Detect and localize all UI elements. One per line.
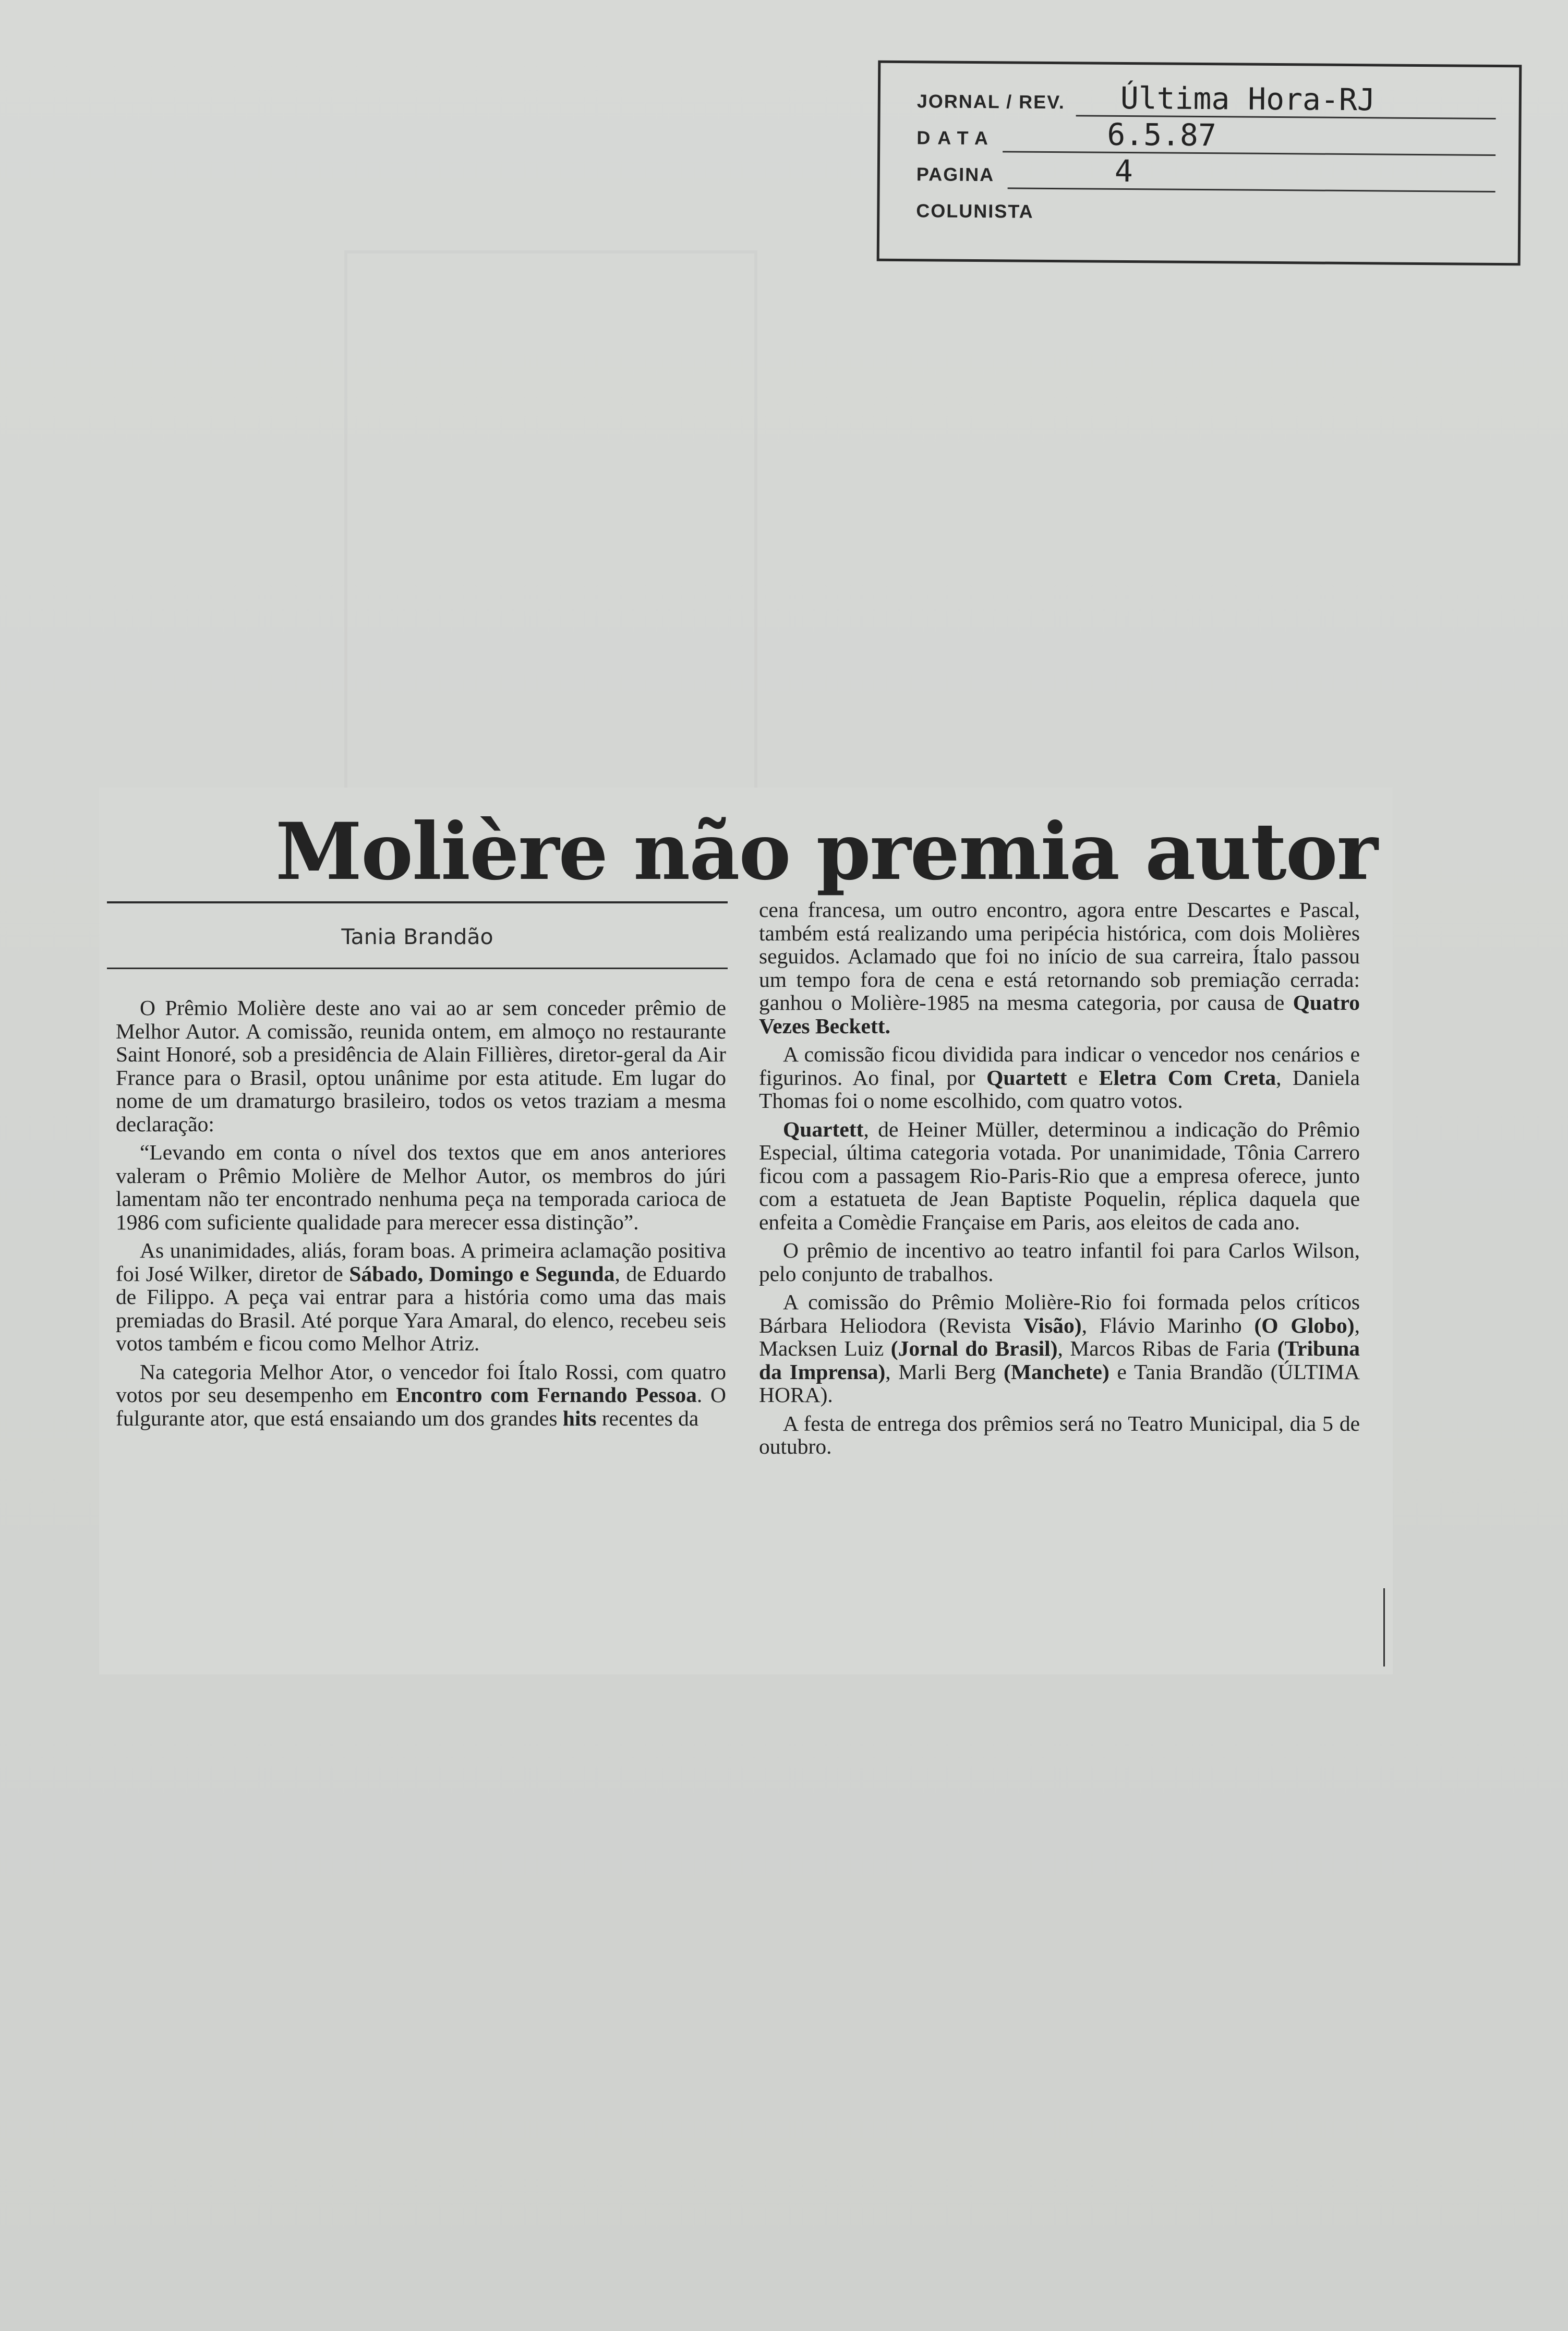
article-byline: Tania Brandão bbox=[341, 924, 493, 949]
stamp-journal-row bbox=[916, 80, 1491, 119]
stamp-columnist-label: COLUNISTA bbox=[916, 200, 1034, 222]
stamp-date-label: DATA bbox=[916, 127, 996, 149]
text-run: , de Eduardo de Filippo. A peça vai entrar para a história como uma das mais premiadas do Brasil. Até porque Yara Amaral, do elenco, recebeu seis votos também e ficou como Melhor Atriz. bbox=[116, 1261, 726, 1355]
play-title: Eletra Com Creta bbox=[1099, 1065, 1276, 1090]
stamp-journal-label: JORNAL / REV. bbox=[916, 90, 1066, 113]
paragraph bbox=[759, 1118, 1360, 1234]
headline-rule-top bbox=[107, 901, 728, 903]
text-run: , de Heiner Müller, determinou a indicação do Prêmio Especial, última categoria votada. Por unanimidade, Tônia Carrero ficou com a passagem Rio-Paris-Rio que a empresa oferece, junto com a estatueta de Jean Baptiste Poquelin, réplica daquela que enfeita a Comèdie Française em Paris, aos eleitos de cada ano. bbox=[759, 1117, 1360, 1234]
text-run: A comissão ficou dividida para indicar o vencedor nos cenários e figurinos. Ao final, por bbox=[759, 1042, 1360, 1090]
text-run: recentes da bbox=[596, 1406, 699, 1430]
text-run: e bbox=[1067, 1065, 1099, 1090]
publication-name: (Manchete) bbox=[1004, 1359, 1109, 1384]
show-through-ghost bbox=[344, 250, 757, 820]
text-run: , Marli Berg bbox=[885, 1359, 1004, 1384]
article-column-left bbox=[116, 996, 726, 1430]
stamp-page-line bbox=[1008, 187, 1495, 192]
play-title: Encontro com Fernando Pessoa bbox=[396, 1383, 697, 1407]
text-run: e Tania Brandão (ÚLTIMA HORA). bbox=[759, 1359, 1360, 1407]
play-title: Quartett bbox=[783, 1117, 864, 1141]
column-end-bar bbox=[1383, 1588, 1385, 1666]
text-run: A comissão do Prêmio Molière-Rio foi formada pelos críticos Bárbara Heliodora (Revista bbox=[759, 1290, 1360, 1337]
paragraph bbox=[759, 898, 1360, 1037]
paragraph bbox=[116, 1239, 726, 1355]
article-headline: Molière não premia autor bbox=[275, 806, 1377, 898]
clipping-stamp bbox=[877, 61, 1522, 266]
text-run: Na categoria Melhor Ator, o vencedor foi Ítalo Rossi, com quatro votos por seu desempenho em bbox=[116, 1359, 726, 1407]
text-run: , Macksen Luiz bbox=[759, 1313, 1360, 1360]
stamp-date-line bbox=[1003, 151, 1495, 156]
text-run: , Marcos Ribas de Faria bbox=[1057, 1336, 1277, 1360]
paragraph bbox=[759, 1043, 1360, 1113]
text-run: cena francesa, um outro encontro, agora entre Descartes e Pascal, também está realizando uma peripécia histórica, com dois Molières seguidos. Aclamado que foi no início de sua carreira, Ítalo passou um tempo fora de cena e está retornando sob premiação cerrada: ganhou o Molière-1985 na mesma categoria, por causa de bbox=[759, 898, 1360, 1014]
emphasis: hits bbox=[562, 1406, 597, 1430]
stamp-page-label: PAGINA bbox=[916, 163, 995, 186]
paragraph: A festa de entrega dos prêmios será no Teatro Municipal, dia 5 de outubro. bbox=[759, 1411, 1360, 1458]
stamp-date-value: 6.5.87 bbox=[1107, 116, 1217, 153]
stamp-columnist-row bbox=[916, 194, 1490, 229]
publication-name: Visão) bbox=[1023, 1313, 1082, 1337]
paragraph: O prêmio de incentivo ao teatro infantil foi para Carlos Wilson, pelo conjunto de trabalhos. bbox=[759, 1238, 1360, 1286]
stamp-journal-value: Última Hora-RJ bbox=[1120, 80, 1376, 118]
publication-name: (Tribuna da Imprensa) bbox=[759, 1336, 1360, 1384]
article-column-right bbox=[759, 898, 1360, 1458]
play-title: Sábado, Domingo e Segunda bbox=[349, 1261, 615, 1286]
stamp-date-row bbox=[916, 116, 1490, 156]
byline-rule-bottom bbox=[107, 968, 728, 969]
paragraph: O Prêmio Molière deste ano vai ao ar sem conceder prêmio de Melhor Autor. A comissão, reunida ontem, em almoço no restaurante Saint Honoré, sob a presidência de Alain Fillières, diretor-geral da Air France para o Brasil, optou unânime por esta atitude. Em lugar do nome de um dramaturgo brasileiro, todos os vetos traziam a mesma declaração: bbox=[116, 996, 726, 1136]
paragraph bbox=[759, 1290, 1360, 1407]
play-title: Quartett bbox=[986, 1065, 1067, 1090]
stamp-page-value: 4 bbox=[1114, 153, 1133, 189]
text-run: . O fulgurante ator, que está ensaiando um dos grandes bbox=[116, 1383, 726, 1430]
text-run: , Daniela Thomas foi o nome escolhido, com quatro votos. bbox=[759, 1065, 1360, 1113]
publication-name: (O Globo) bbox=[1254, 1313, 1355, 1337]
paragraph bbox=[116, 1360, 726, 1430]
text-run: , Flávio Marinho bbox=[1081, 1313, 1255, 1337]
text-run: As unanimidades, aliás, foram boas. A primeira aclamação positiva foi José Wilker, diretor de bbox=[116, 1238, 726, 1286]
play-title: Quatro Vezes Beckett. bbox=[759, 991, 1360, 1038]
stamp-page-row bbox=[916, 153, 1490, 192]
quote-paragraph: “Levando em conta o nível dos textos que em anos anteriores valeram o Prêmio Molière de Melhor Autor, os membros do júri lamentam não ter encontrado nenhuma peça na temporada carioca de 1986 com suficiente qualidade para merecer essa distinção”. bbox=[116, 1140, 726, 1234]
publication-name: (Jornal do Brasil) bbox=[890, 1336, 1058, 1360]
